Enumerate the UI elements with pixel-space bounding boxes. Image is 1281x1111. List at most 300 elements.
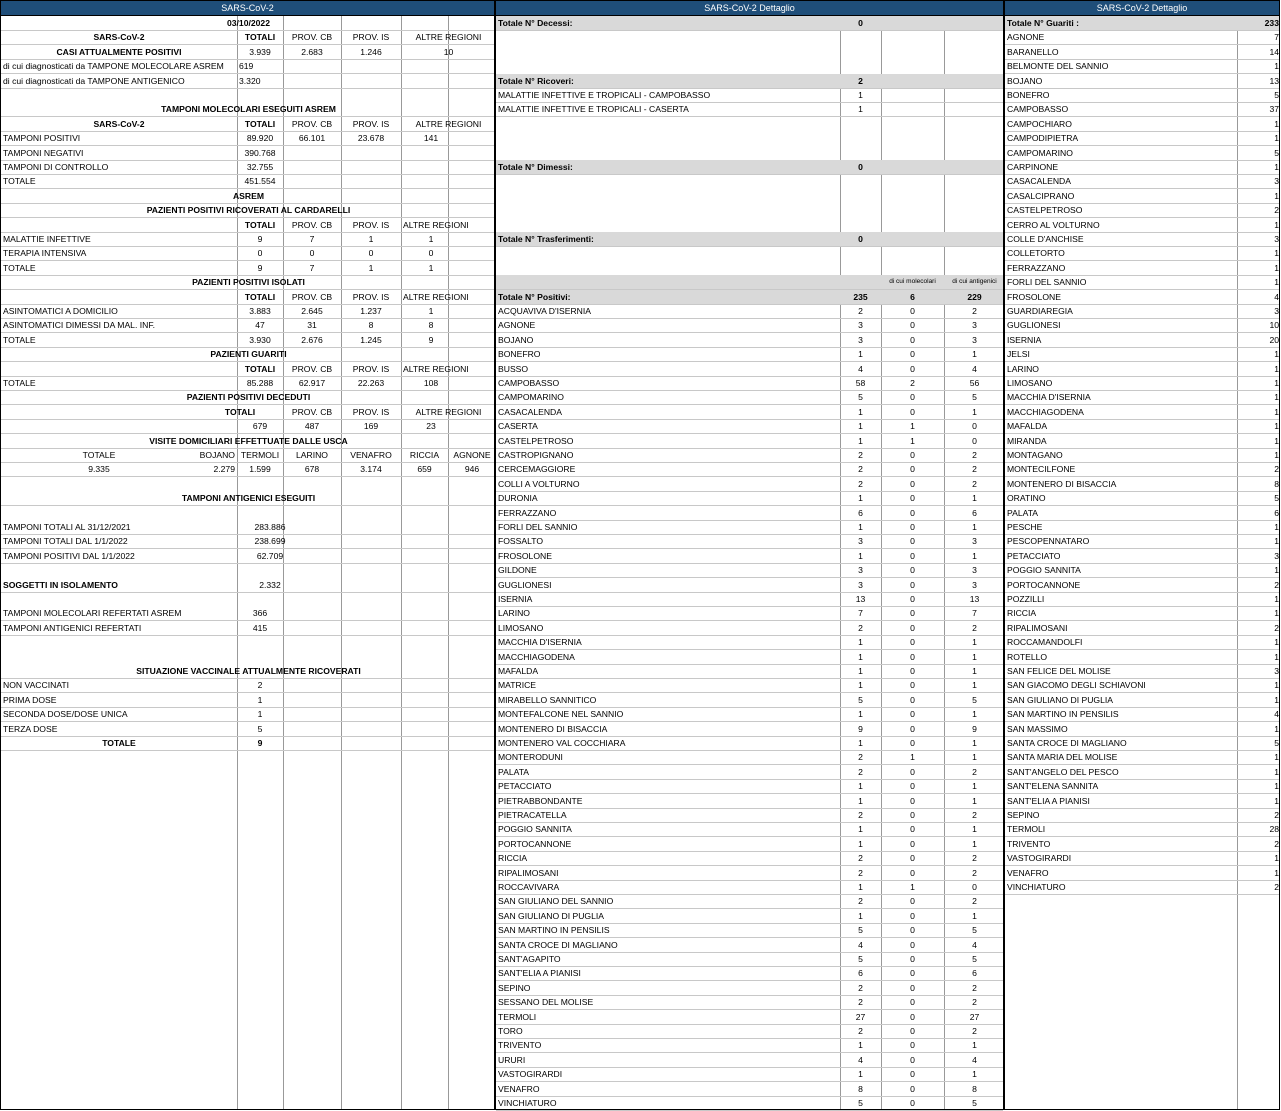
comune-value: 5 [1274,738,1279,748]
col-prov-cb: PROV. CB [291,364,333,374]
comune-name: VINCHIATURO [1007,882,1066,892]
comune-total: 7 [858,608,863,618]
comune-row [496,909,1003,924]
comune-name: MONTENERO DI BISACCIA [1007,479,1117,489]
usca-value: 946 [464,464,480,474]
row-label: NON VACCINATI [3,680,70,690]
comune-row [496,563,1003,578]
comune-total: 2 [858,896,863,906]
prov-is-cell: 22.263 [357,378,385,388]
comune-antigenici: 3 [972,565,977,575]
row-label: ASINTOMATICI A DOMICILIO [3,306,118,316]
comune-total: 4 [858,364,863,374]
col-totali: TOTALI [244,220,276,230]
comune-value: 3 [1274,666,1279,676]
comune-molecolari: 0 [910,1084,915,1094]
comune-antigenici: 2 [972,623,977,633]
comune-total: 2 [858,853,863,863]
comune-row [1005,650,1279,665]
comune-name: SAN GIACOMO DEGLI SCHIAVONI [1007,680,1146,690]
comune-name: MONTAGANO [1007,450,1063,460]
comune-name: CAMPOBASSO [1007,104,1069,114]
value-cell: 1 [858,90,863,100]
prov-cb-cell [283,174,341,188]
altre-regioni-cell: 108 [423,378,439,388]
comune-name: VASTOGIRARDI [1007,853,1072,863]
table-row [496,88,1003,103]
comune-row [1005,880,1279,895]
total-label: Totale N° Dimessi: [498,162,573,172]
totali-cell: 679 [252,421,268,431]
comune-row [1005,333,1279,348]
comune-name: SANTA MARIA DEL MOLISE [1007,752,1118,762]
comune-molecolari: 0 [910,940,915,950]
comune-row [1005,606,1279,621]
prov-is-cell: 1.245 [360,335,382,345]
comune-name: GUARDIAREGIA [1007,306,1073,316]
comune-total: 1 [858,781,863,791]
comune-row [1005,563,1279,578]
comune-row [1005,318,1279,333]
comune-value: 1 [1274,868,1279,878]
comune-name: CASTROPIGNANO [498,450,574,460]
comune-name: MONTERODUNI [498,752,563,762]
comune-row [496,693,1003,708]
comune-row [496,491,1003,506]
section-title-row [1,203,494,218]
comune-total: 5 [858,954,863,964]
row-label: di cui diagnosticati da TAMPONE ANTIGENICO [3,76,185,86]
col-altre-regioni: ALTRE REGIONI [415,119,482,129]
comune-name: SAN MARTINO IN PENSILIS [1007,709,1119,719]
comune-row [496,549,1003,564]
comune-value: 3 [1274,551,1279,561]
usca-value: 9.335 [88,464,110,474]
comune-value: 2 [1274,882,1279,892]
comune-row [496,707,1003,722]
comune-antigenici: 0 [972,882,977,892]
comune-antigenici: 4 [972,364,977,374]
row-label: TERZA DOSE [3,724,58,734]
comune-name: CASACALENDA [1007,176,1071,186]
comune-row [496,318,1003,333]
comune-name: SEPINO [498,983,531,993]
comune-total: 2 [858,464,863,474]
comune-value: 1 [1274,522,1279,532]
date-title: 03/10/2022 [226,18,270,28]
row-label: TAMPONI TOTALI DAL 1/1/2022 [3,536,128,546]
table-row [1,448,494,463]
comune-antigenici: 1 [972,1069,977,1079]
row-label: MALATTIE INFETTIVE E TROPICALI - CASERTA [498,104,689,114]
comune-value: 1 [1274,248,1279,258]
comune-row [496,923,1003,938]
comune-name: SANT'ANGELO DEL PESCO [1007,767,1119,777]
comune-total: 1 [858,738,863,748]
comune-name: SANTA CROCE DI MAGLIANO [1007,738,1127,748]
prov-is-cell [341,146,401,160]
row-label: TOTALE [3,176,36,186]
comune-total: 1 [858,911,863,921]
comune-value: 5 [1274,493,1279,503]
comune-name: JELSI [1007,349,1030,359]
comune-molecolari: 0 [910,551,915,561]
comune-name: MIRABELLO SANNITICO [498,695,597,705]
comune-total: 2 [858,767,863,777]
comune-antigenici: 2 [972,896,977,906]
comune-row [1005,246,1279,261]
comune-value: 1 [1274,436,1279,446]
comune-total: 13 [855,594,866,604]
comune-name: CAMPOBASSO [498,378,560,388]
comune-row [1005,808,1279,823]
comune-value: 1 [1274,378,1279,388]
usca-value: 678 [304,464,320,474]
value-cell: 1 [257,709,263,719]
row-label: TAMPONI TOTALI AL 31/12/2021 [3,522,131,532]
row-label: TOTALE [3,378,36,388]
total-label: Totale N° Decessi: [498,18,573,28]
comune-molecolari: 0 [910,724,915,734]
comune-molecolari: 1 [910,436,915,446]
altre-regioni-cell: 1 [428,263,434,273]
comune-row [496,1053,1003,1068]
comune-row [496,635,1003,650]
comune-value: 4 [1274,709,1279,719]
comune-name: GUGLIONESI [498,580,552,590]
comune-name: RIPALIMOSANI [498,868,559,878]
comune-antigenici: 56 [969,378,980,388]
comune-antigenici: 2 [972,997,977,1007]
comune-row [496,333,1003,348]
value-cell: 2 [257,680,263,690]
comune-antigenici: 2 [972,464,977,474]
comune-row [1005,290,1279,305]
comune-name: LARINO [498,608,530,618]
comune-antigenici: 2 [972,853,977,863]
table-row [1,520,494,535]
col-altre-regioni: ALTRE REGIONI [403,292,469,302]
section-title-row [1,347,494,362]
comune-molecolari: 0 [910,580,915,590]
table-row [1,462,494,477]
total-row [496,290,1003,305]
table-row [1,419,494,434]
comune-antigenici: 3 [972,580,977,590]
prov-is-cell: 8 [368,320,374,330]
comune-name: CASACALENDA [498,407,562,417]
comune-row [496,506,1003,521]
comune-name: PESCOPENNATARO [1007,536,1090,546]
comune-name: PALATA [498,767,530,777]
comune-antigenici: 2 [972,479,977,489]
comune-value: 2 [1274,464,1279,474]
total-value: 0 [858,162,863,172]
comune-row [496,462,1003,477]
comune-name: LARINO [1007,364,1039,374]
comune-name: MACCHIAGODENA [1007,407,1084,417]
comune-total: 2 [858,450,863,460]
comune-value: 1 [1274,767,1279,777]
prov-is-cell: 1.246 [360,47,382,57]
totali-cell: 390.768 [244,148,276,158]
altre-regioni-cell: 8 [428,320,434,330]
comune-row [1005,174,1279,189]
comune-name: ROCCAMANDOLFI [1007,637,1083,647]
value-cell: 1 [858,104,863,114]
comune-antigenici: 1 [972,349,977,359]
comune-name: FERRAZZANO [1007,263,1066,273]
comune-value: 2 [1274,580,1279,590]
asrem-title: ASREM [232,191,265,201]
comune-total: 2 [858,752,863,762]
comune-name: PORTOCANNONE [1007,580,1081,590]
comune-name: SAN GIULIANO DEL SANNIO [498,896,614,906]
comune-name: FORLI DEL SANNIO [498,522,578,532]
comune-molecolari: 0 [910,479,915,489]
comune-antigenici: 2 [972,983,977,993]
comune-name: RIPALIMOSANI [1007,623,1068,633]
col-prov-cb: PROV. CB [291,119,333,129]
comune-total: 1 [858,421,863,431]
section-title-row [1,275,494,290]
comune-molecolari: 0 [910,608,915,618]
right-header: SARS-CoV-2 Dettaglio [1005,1,1279,16]
comune-name: ROCCAVIVARA [498,882,560,892]
comune-value: 1 [1274,392,1279,402]
comune-molecolari: 0 [910,320,915,330]
section-title: PAZIENTI POSITIVI DECEDUTI [186,392,311,402]
section-title-row [1,434,494,449]
total-row [496,160,1003,175]
comune-value: 2 [1274,623,1279,633]
comune-name: CASERTA [498,421,538,431]
totali-cell: 3.883 [249,306,271,316]
comune-name: CAMPOCHIARO [1007,119,1072,129]
value-cell: 415 [252,623,268,633]
total-row [1005,16,1279,31]
row-label: MALATTIE INFETTIVE E TROPICALI - CAMPOBASSO [498,90,711,100]
altre-regioni-cell: 1 [428,306,434,316]
comune-name: DURONIA [498,493,538,503]
table-row [1,59,494,74]
comune-molecolari: 0 [910,695,915,705]
comune-value: 1 [1274,781,1279,791]
comune-name: ACQUAVIVA D'ISERNIA [498,306,592,316]
col-molecolari: di cui molecolari [889,278,936,285]
col-totali: TOTALI [244,119,276,129]
row-label: TAMPONI NEGATIVI [3,148,84,158]
row-label: TAMPONI POSITIVI [3,133,81,143]
comune-molecolari: 0 [910,594,915,604]
comune-total: 1 [858,1040,863,1050]
comune-total: 2 [858,997,863,1007]
row-label: TOTALE [102,738,136,748]
comune-name: SESSANO DEL MOLISE [498,997,594,1007]
comune-name: CERRO AL VOLTURNO [1007,220,1100,230]
table-row [1,146,494,161]
table-row [1,261,494,276]
prov-is-cell [341,160,401,174]
comune-row [496,722,1003,737]
comune-row [496,1082,1003,1097]
comune-value: 14 [1269,47,1279,57]
section-title: SITUAZIONE VACCINALE ATTUALMENTE RICOVERATI [136,666,361,676]
col-prov-is: PROV. IS [352,119,390,129]
comune-value: 7 [1274,32,1279,42]
comune-molecolari: 0 [910,925,915,935]
comune-name: MACCHIA D'ISERNIA [498,637,582,647]
usca-value: 1.599 [249,464,271,474]
comune-antigenici: 1 [972,752,977,762]
comune-total: 9 [858,724,863,734]
comune-name: BOJANO [498,335,534,345]
right-panel [1004,0,1280,1110]
comune-total: 58 [855,378,866,388]
comune-value: 10 [1269,320,1279,330]
subheader-row [496,275,1003,290]
prov-cb-cell: 62.917 [298,378,326,388]
comune-molecolari: 0 [910,666,915,676]
comune-molecolari: 0 [910,536,915,546]
comune-row [496,952,1003,967]
prov-cb-cell: 7 [309,234,315,244]
table-row [1,722,494,737]
left-header: SARS-CoV-2 [1,1,494,16]
comune-row [1005,74,1279,89]
row-label: ASINTOMATICI DIMESSI DA MAL. INF. [3,320,156,330]
row-label: MALATTIE INFETTIVE [3,234,91,244]
usca-col: LARINO [296,450,328,460]
comune-total: 1 [858,796,863,806]
row-label: TOTALE [3,335,36,345]
comune-row [1005,534,1279,549]
prov-cb-cell: 2.645 [301,306,323,316]
comune-molecolari: 0 [910,824,915,834]
comune-name: BUSSO [498,364,529,374]
comune-molecolari: 0 [910,349,915,359]
section-title: TAMPONI ANTIGENICI ESEGUITI [181,493,316,503]
comune-row [1005,275,1279,290]
comune-row [1005,621,1279,636]
col-totali: TOTALI [244,364,276,374]
altre-regioni-cell: 9 [428,335,434,345]
comune-molecolari: 0 [910,954,915,964]
comune-row [1005,750,1279,765]
comune-row [1005,707,1279,722]
comune-row [496,851,1003,866]
totali-cell: 89.920 [246,133,274,143]
totali-cell: 3.930 [249,335,271,345]
comune-name: RICCIA [498,853,528,863]
comune-name: MAFALDA [1007,421,1048,431]
comune-antigenici: 1 [972,796,977,806]
comune-row [496,866,1003,881]
table-row [1,160,494,175]
table-row [1,678,494,693]
table-row [496,102,1003,117]
comune-antigenici: 1 [972,522,977,532]
comune-total: 1 [858,407,863,417]
comune-row [496,995,1003,1010]
total-row [496,232,1003,247]
comune-value: 2 [1274,205,1279,215]
comune-value: 1 [1274,637,1279,647]
table-row [1,333,494,348]
comune-total: 2 [858,810,863,820]
comune-row [496,304,1003,319]
comune-total: 8 [858,1084,863,1094]
altre-regioni-cell: 10 [443,47,454,57]
table-row [1,232,494,247]
comune-molecolari: 0 [910,983,915,993]
comune-total: 1 [858,436,863,446]
comune-total: 1 [858,522,863,532]
comune-name: PETACCIATO [1007,551,1061,561]
comune-total: 2 [858,868,863,878]
comune-total: 3 [858,335,863,345]
comune-value: 1 [1274,680,1279,690]
comune-molecolari: 0 [910,680,915,690]
table-row [1,218,494,233]
comune-molecolari: 0 [910,839,915,849]
col-sars: SARS-CoV-2 [93,32,145,42]
prov-cb-cell: 7 [309,263,315,273]
prov-cb-cell [283,160,341,174]
comune-row [1005,218,1279,233]
col-prov-is: PROV. IS [352,364,390,374]
comune-molecolari: 0 [910,407,915,417]
table-row [1,174,494,189]
comune-antigenici: 1 [972,637,977,647]
col-altre-regioni: ALTRE REGIONI [403,220,469,230]
comune-row [496,678,1003,693]
comune-value: 13 [1269,76,1279,86]
comune-row [1005,520,1279,535]
comune-row [1005,794,1279,809]
comune-name: AGNONE [1007,32,1045,42]
comune-name: MIRANDA [1007,436,1047,446]
comune-antigenici: 2 [972,810,977,820]
comune-value: 1 [1274,695,1279,705]
comune-row [1005,578,1279,593]
comune-molecolari: 0 [910,997,915,1007]
comune-row [496,434,1003,449]
comune-name: TRIVENTO [498,1040,542,1050]
comune-value: 1 [1274,364,1279,374]
prov-is-cell: 1 [368,263,374,273]
comune-name: SANT'ELIA A PIANISI [1007,796,1090,806]
comune-total: 4 [858,940,863,950]
value-cell: 2.332 [259,580,281,590]
comune-name: SANT'ELENA SANNITA [1007,781,1099,791]
comune-antigenici: 1 [972,839,977,849]
comune-row [1005,837,1279,852]
comune-antigenici: 3 [972,320,977,330]
comune-row [496,606,1003,621]
comune-row [1005,405,1279,420]
section-title-row [1,664,494,679]
comune-value: 4 [1274,292,1279,302]
casi-title: CASI ATTUALMENTE POSITIVI [56,47,182,57]
total-row [496,16,1003,31]
comune-value: 1 [1274,263,1279,273]
comune-antigenici: 1 [972,493,977,503]
comune-row [496,520,1003,535]
comune-name: VINCHIATURO [498,1098,557,1108]
comune-molecolari: 0 [910,623,915,633]
comune-molecolari: 0 [910,464,915,474]
